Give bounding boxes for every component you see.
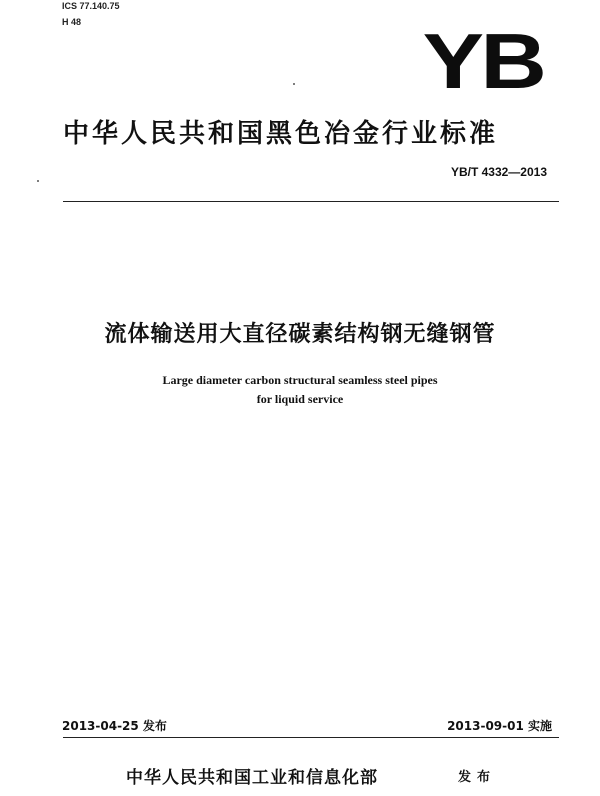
issuing-authority: 中华人民共和国工业和信息化部	[126, 768, 378, 788]
bottom-divider	[63, 737, 559, 738]
top-divider	[63, 201, 559, 202]
ics-code: ICS 77.140.75	[62, 1, 120, 11]
scan-speck	[293, 83, 295, 85]
document-title-en	[0, 371, 600, 409]
industry-standard-name: 中华人民共和国黑色冶金行业标准	[63, 119, 499, 149]
standard-number: YB/T 4332—2013	[450, 165, 547, 179]
title-en-line-1: Large diameter carbon structural seamless steel pipes	[162, 373, 438, 387]
title-en-line-2: for liquid service	[256, 392, 344, 406]
issue-date: 2013-04-25 发布	[62, 719, 167, 733]
scan-speck	[37, 180, 39, 182]
implementation-date: 2013-09-01 实施	[447, 719, 552, 733]
issuing-action: 发布	[458, 770, 497, 785]
document-title-cn: 流体输送用大直径碳素结构钢无缝钢管	[104, 322, 496, 347]
yb-logo: YB	[422, 17, 543, 105]
classification-code: H 48	[62, 17, 82, 27]
